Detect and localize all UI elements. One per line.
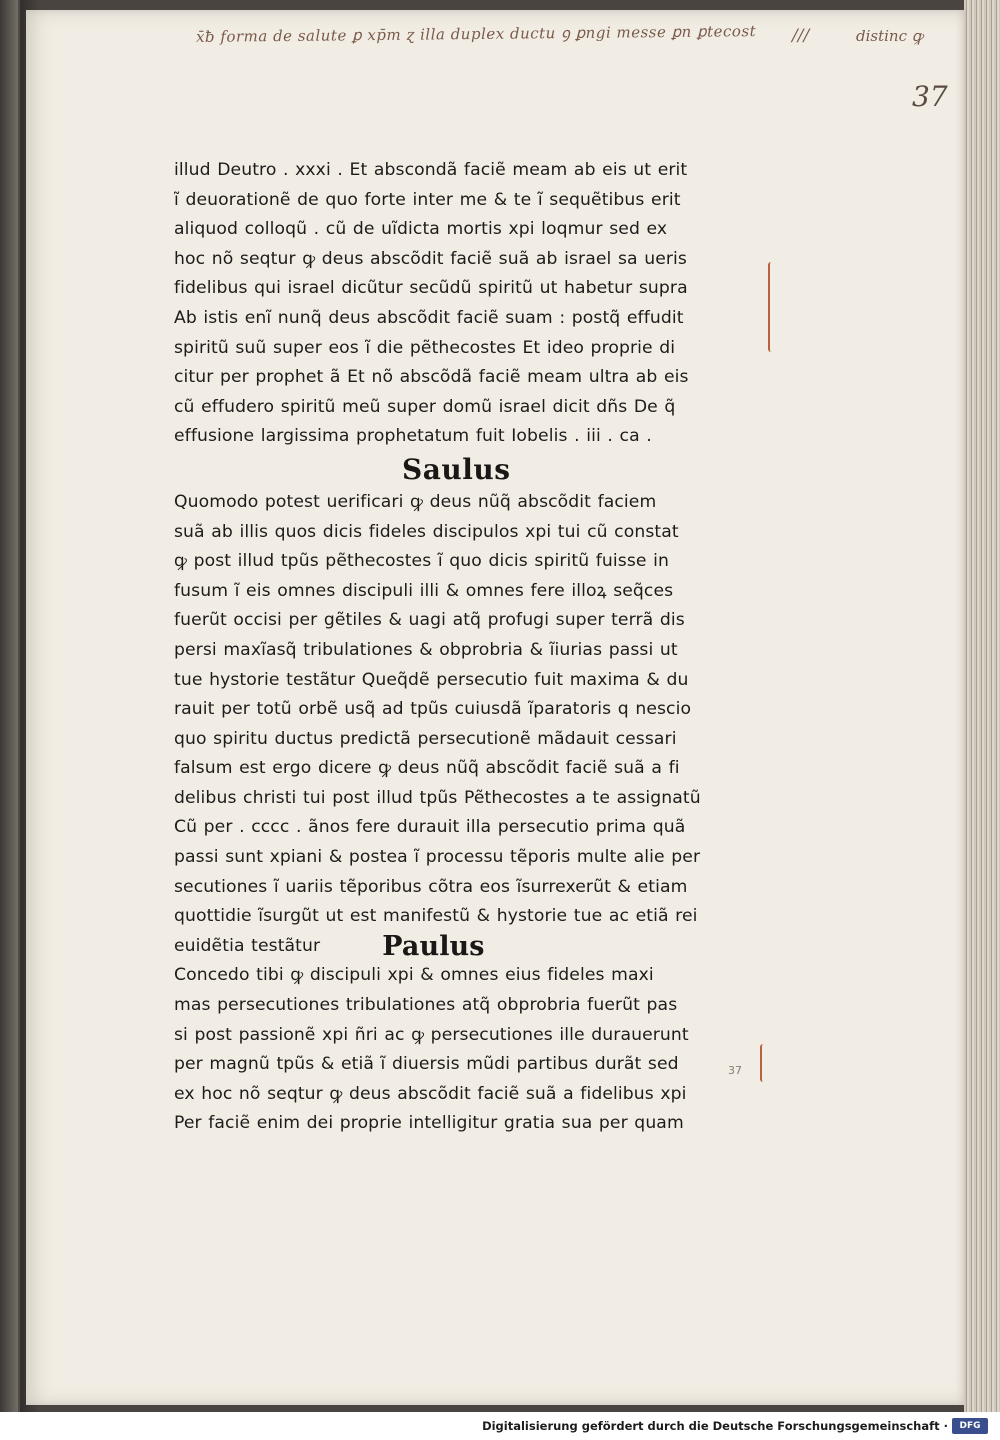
text-line: cu͂ effudero spiritu͂ meu͂ super domu͂ israel dicit dn͂s De q͂ — [174, 396, 676, 417]
text-line: si post passione͂ xpi n͂ri ac ꝙ persecutiones ille durauerunt — [174, 1024, 689, 1045]
text-line: rauit per totu͂ orbe͂ usq͂ ad tpu͂s cuiusda͂ ı͂paratoris q nescio — [174, 699, 692, 720]
book-cover — [0, 0, 20, 1412]
text-line: Cu͂ per . cccc . a͂nos fere durauit illa persecutio prima qua͂ — [174, 817, 686, 838]
handwritten-top-note: x̄ƀ forma de salute ꝑ xp̄m ɀ illa duplex ductu ꝯ ꝑngi messe ꝑn ꝑtecost — [195, 22, 757, 46]
text-line: spiritu͂ suu͂ super eos ı͂ die pe͂thecostes Et ideo proprie di — [174, 337, 676, 358]
page-edges — [964, 0, 1000, 1412]
text-line: fidelibus qui israel dicu͂tur secu͂du͂ spiritu͂ ut habetur supra — [174, 278, 688, 299]
text-line: Per facie͂ enim dei proprie intelligitur gratia sua per quam — [174, 1113, 684, 1134]
text-line: illud Deutro . xxxi . Et absconda͂ facie͂ meam ab eis ut erit — [174, 160, 688, 180]
text-line: falsum est ergo dicere ꝙ deus nu͂q͂ absco͂dit facie͂ sua͂ a fi — [174, 758, 680, 779]
text-line: fueru͂t occisi per ge͂tiles & uagi atq͂ profugi super terra͂ dis — [174, 610, 685, 631]
text-line: citur per prophet a͂ Et no͂ absco͂da͂ facie͂ meam ultra ab eis — [174, 367, 689, 388]
signature-mark: 37 — [728, 1064, 742, 1077]
text-line: Quomodo potest uerificari ꝙ deus nu͂q͂ absco͂dit faciem — [174, 491, 657, 512]
footer-bar — [0, 1412, 1000, 1440]
text-line: ex hoc no͂ seqtur ꝙ deus absco͂dit facie͂ sua͂ a fidelibus xpi — [174, 1083, 687, 1104]
speaker-heading-saulus: Saulus — [402, 452, 511, 486]
speaker-heading-paulus: Paulus — [382, 931, 485, 962]
text-block — [174, 156, 770, 1139]
text-line: passi sunt xpiani & postea ı͂ processu te͂poris multe alie per — [174, 847, 701, 868]
handwritten-separator: /// — [792, 26, 810, 46]
funding-credit: Digitalisierung gefördert durch die Deutsche Forschungsgemeinschaft · — [482, 1419, 948, 1433]
text-line: persi maxı͂asq͂ tribulationes & obprobria & ı͂iurias passi ut — [174, 639, 678, 660]
text-line-with-heading — [174, 932, 770, 962]
text-line: ı͂ deuoratione͂ de quo forte inter me & te ı͂ seque͂tibus erit — [174, 189, 681, 210]
folio-number: 37 — [912, 80, 948, 113]
text-line: ꝙ post illud tpu͂s pe͂thecostes ı͂ quo dicis spiritu͂ fuisse in — [174, 551, 670, 572]
text-line: hoc no͂ seqtur ꝙ deus absco͂dit facie͂ sua͂ ab israel sa ueris — [174, 248, 687, 269]
text-line: aliquod colloqu͂ . cu͂ de uı͂dicta mortis xpi loqmur sed ex — [174, 219, 668, 240]
text-line: delibus christi tui post illud tpu͂s Pe͂thecostes a te assignatu͂ — [174, 787, 701, 808]
handwritten-distinction-note: distinc ꝙ — [856, 27, 924, 45]
text-line: Ab istis eni͂ nunq͂ deus absco͂dit facie͂ suam : postq͂ effudit — [174, 307, 684, 328]
text-line: euide͂tia testa͂tur — [174, 935, 321, 956]
text-line: sua͂ ab illis quos dicis fideles discipulos xpi tui cu͂ constat — [174, 521, 679, 542]
text-line: quottidie ı͂surgu͂t ut est manifestu͂ & hystorie tue ac etia͂ rei — [174, 906, 698, 927]
dfg-logo: DFG — [952, 1418, 988, 1434]
text-line: per magnu͂ tpu͂s & etia͂ ı͂ diuersis mu͂di partibus dura͂t sed — [174, 1054, 679, 1075]
text-line: fusum ı͂ eis omnes discipuli illi & omnes fere illoꝝ seq͂ces — [174, 580, 674, 601]
text-line: tue hystorie testa͂tur Queq͂de͂ persecutio fuit maxima & du — [174, 669, 689, 690]
text-line: mas persecutiones tribulationes atq͂ obprobria fueru͂t pas — [174, 995, 678, 1016]
text-line: quo spiritu ductus predicta͂ persecutione͂ ma͂dauit cessari — [174, 728, 677, 749]
text-line: secutiones ı͂ uariis te͂poribus co͂tra eos ı͂surrexeru͂t & etiam — [174, 876, 688, 897]
text-line: effusione largissima prophetatum fuit Iobelis . iii . ca . — [174, 426, 652, 447]
text-line: Concedo tibi ꝙ discipuli xpi & omnes eius fideles maxi — [174, 965, 654, 986]
